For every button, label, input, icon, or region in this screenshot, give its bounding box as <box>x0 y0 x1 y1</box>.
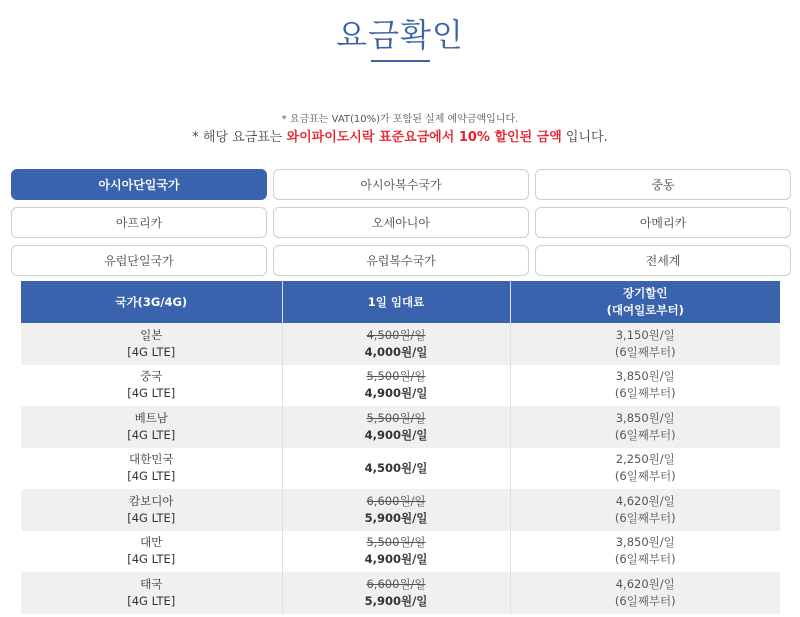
discount-price: 4,900원/일 <box>364 386 428 401</box>
discount-note-suffix: 입니다. <box>561 130 608 145</box>
daily-rate-cell <box>282 489 510 531</box>
discount-note <box>0 126 800 145</box>
discount-price: 5,900원/일 <box>364 593 428 608</box>
original-price: 6,600원/일 <box>366 493 426 508</box>
header-long-discount-line2: (대여일로부터) <box>606 303 684 317</box>
page-title: 요금확인 <box>336 16 464 54</box>
country-cell <box>21 365 282 407</box>
long-price: 3,850원/일 <box>615 369 675 384</box>
tab-worldwide[interactable]: 전세계 <box>535 245 791 276</box>
network-type: [4G LTE] <box>127 386 176 401</box>
network-type: [4G LTE] <box>127 344 176 359</box>
country-name: 베트남 <box>134 410 168 425</box>
country-name: 대한민국 <box>129 452 174 467</box>
network-type: [4G LTE] <box>127 469 176 484</box>
long-note: (6일째부터) <box>614 427 676 442</box>
tab-asia-single[interactable]: 아시아단일국가 <box>11 169 267 200</box>
tab-europe-single[interactable]: 유럽단일국가 <box>11 245 267 276</box>
header-country: 국가(3G/4G) <box>21 281 282 323</box>
discount-price: 4,900원/일 <box>364 552 428 567</box>
long-discount-cell <box>510 406 780 448</box>
country-name: 대만 <box>140 535 163 550</box>
long-discount-cell <box>510 572 780 614</box>
network-type: [4G LTE] <box>127 552 176 567</box>
daily-rate-cell <box>282 323 510 365</box>
tab-middle-east[interactable]: 중동 <box>535 169 791 200</box>
original-price: 5,500원/일 <box>366 535 426 550</box>
long-price: 4,620원/일 <box>615 576 675 591</box>
tab-europe-multi[interactable]: 유럽복수국가 <box>273 245 529 276</box>
vat-note: * 요금표는 VAT(10%)가 포함된 실제 예약금액입니다. <box>281 114 519 125</box>
country-cell <box>21 572 282 614</box>
long-discount-cell <box>510 323 780 365</box>
long-price: 3,150원/일 <box>615 327 675 342</box>
long-price: 3,850원/일 <box>615 410 675 425</box>
tab-oceania[interactable]: 오세아니아 <box>273 207 529 238</box>
long-price: 4,620원/일 <box>615 493 675 508</box>
header-long-discount <box>510 281 780 323</box>
long-price: 3,850원/일 <box>615 535 675 550</box>
original-price: 6,600원/일 <box>366 576 426 591</box>
tab-asia-multi[interactable]: 아시아복수국가 <box>273 169 529 200</box>
discount-price: 5,900원/일 <box>364 510 428 525</box>
discount-price: 4,900원/일 <box>364 427 428 442</box>
table-header-row <box>21 281 780 323</box>
original-price: 5,500원/일 <box>366 410 426 425</box>
table-row <box>21 323 780 365</box>
table-row <box>21 572 780 614</box>
discount-note-prefix: * 해당 요금표는 <box>192 130 287 145</box>
discount-price: 4,000원/일 <box>364 344 428 359</box>
long-note: (6일째부터) <box>614 510 676 525</box>
region-tabs <box>11 169 789 276</box>
network-type: [4G LTE] <box>127 510 176 525</box>
country-cell <box>21 323 282 365</box>
header-long-discount-line1: 장기할인 <box>623 286 668 300</box>
discount-note-highlight: 와이파이도시락 표준요금에서 10% 할인된 금액 <box>286 130 562 145</box>
original-price: 5,500원/일 <box>366 369 426 384</box>
long-discount-cell <box>510 448 780 490</box>
long-note: (6일째부터) <box>614 469 676 484</box>
country-cell <box>21 406 282 448</box>
long-price: 2,250원/일 <box>615 452 675 467</box>
original-price: 4,500원/일 <box>366 327 426 342</box>
country-name: 중국 <box>140 369 163 384</box>
network-type: [4G LTE] <box>127 593 176 608</box>
table-row <box>21 365 780 407</box>
country-cell <box>21 531 282 573</box>
country-cell <box>21 489 282 531</box>
price-table <box>21 281 780 614</box>
table-row <box>21 531 780 573</box>
daily-rate-cell <box>282 572 510 614</box>
discount-price: 4,500원/일 <box>364 460 428 475</box>
header-daily-rate: 1일 임대료 <box>282 281 510 323</box>
long-note: (6일째부터) <box>614 552 676 567</box>
daily-rate-cell <box>282 406 510 448</box>
long-note: (6일째부터) <box>614 593 676 608</box>
network-type: [4G LTE] <box>127 427 176 442</box>
table-row <box>21 406 780 448</box>
long-discount-cell <box>510 365 780 407</box>
title-underline <box>371 60 430 62</box>
daily-rate-cell <box>282 448 510 490</box>
long-discount-cell <box>510 531 780 573</box>
long-note: (6일째부터) <box>614 344 676 359</box>
daily-rate-cell <box>282 531 510 573</box>
long-note: (6일째부터) <box>614 386 676 401</box>
table-row <box>21 448 780 490</box>
tab-africa[interactable]: 아프리카 <box>11 207 267 238</box>
table-row <box>21 489 780 531</box>
tab-america[interactable]: 아메리카 <box>535 207 791 238</box>
country-name: 캄보디아 <box>129 493 174 508</box>
daily-rate-cell <box>282 365 510 407</box>
long-discount-cell <box>510 489 780 531</box>
country-name: 태국 <box>140 576 163 591</box>
country-name: 일본 <box>140 327 163 342</box>
country-cell <box>21 448 282 490</box>
